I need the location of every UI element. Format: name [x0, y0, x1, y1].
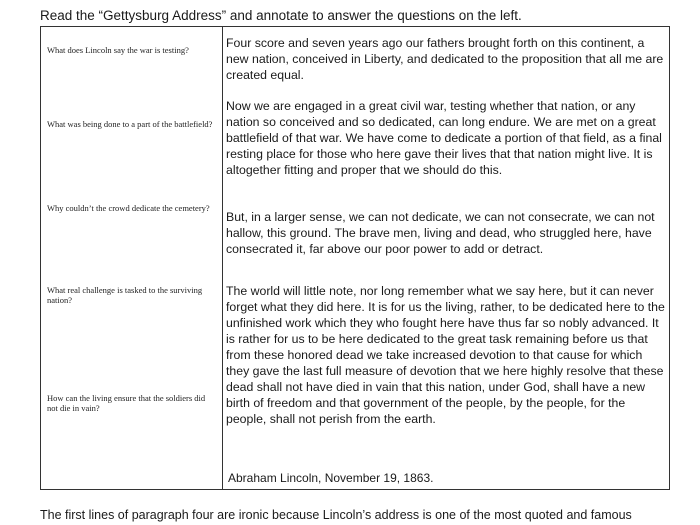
paragraph-3: But, in a larger sense, we can not dedicate, we can not consecrate, we can not hallow, this ground. The brave men, living and dead, who struggled here, have consecrated it, far above our poor power to add or detract.	[226, 210, 655, 256]
annotation-table	[40, 26, 670, 490]
instruction-heading: Read the “Gettysburg Address” and annotate to answer the questions on the left.	[40, 8, 522, 23]
question-cemetery: Why couldn’t the crowd dedicate the cemetery?	[47, 203, 210, 213]
question-challenge: What real challenge is tasked to the surviving nation?	[47, 285, 203, 305]
footer-prompt: The first lines of paragraph four are ironic because Lincoln’s address is one of the most quoted and famous	[40, 508, 632, 522]
paragraph-2: Now we are engaged in a great civil war, testing whether that nation, or any nation so conceived and so dedicated, can long endure. We are met on a great battlefield of that war. We have come to dedicate a portion of that field, as a final resting place for those who here gave their lives that that nation might live. It is altogether fitting and proper that we should do this.	[226, 99, 662, 177]
paragraph-4: The world will little note, nor long remember what we say here, but it can never forget what they did here. It is for us the living, rather, to be dedicated here to the unfinished work which they who fought here have thus far so nobly advanced. It is rather for us to be here dedicated to the great task remaining before us that from these honored dead we take increased devotion to that cause for which they gave the last full measure of devotion that we here highly resolve that these dead shall not have died in vain that this nation, under God, shall have a new birth of freedom and that government of the people, by the people, for the people, shall not perish from the earth.	[226, 284, 665, 426]
paragraph-1: Four score and seven years ago our fathers brought forth on this continent, a new nation, conceived in Liberty, and dedicated to the proposition that all me are created equal.	[226, 36, 664, 82]
signature: Abraham Lincoln, November 19, 1863.	[228, 471, 434, 485]
question-war-testing: What does Lincoln say the war is testing?	[47, 45, 189, 55]
question-living: How can the living ensure that the soldiers did not die in vain?	[47, 393, 206, 413]
question-battlefield: What was being done to a part of the battlefield?	[47, 119, 213, 129]
column-divider	[222, 27, 223, 489]
